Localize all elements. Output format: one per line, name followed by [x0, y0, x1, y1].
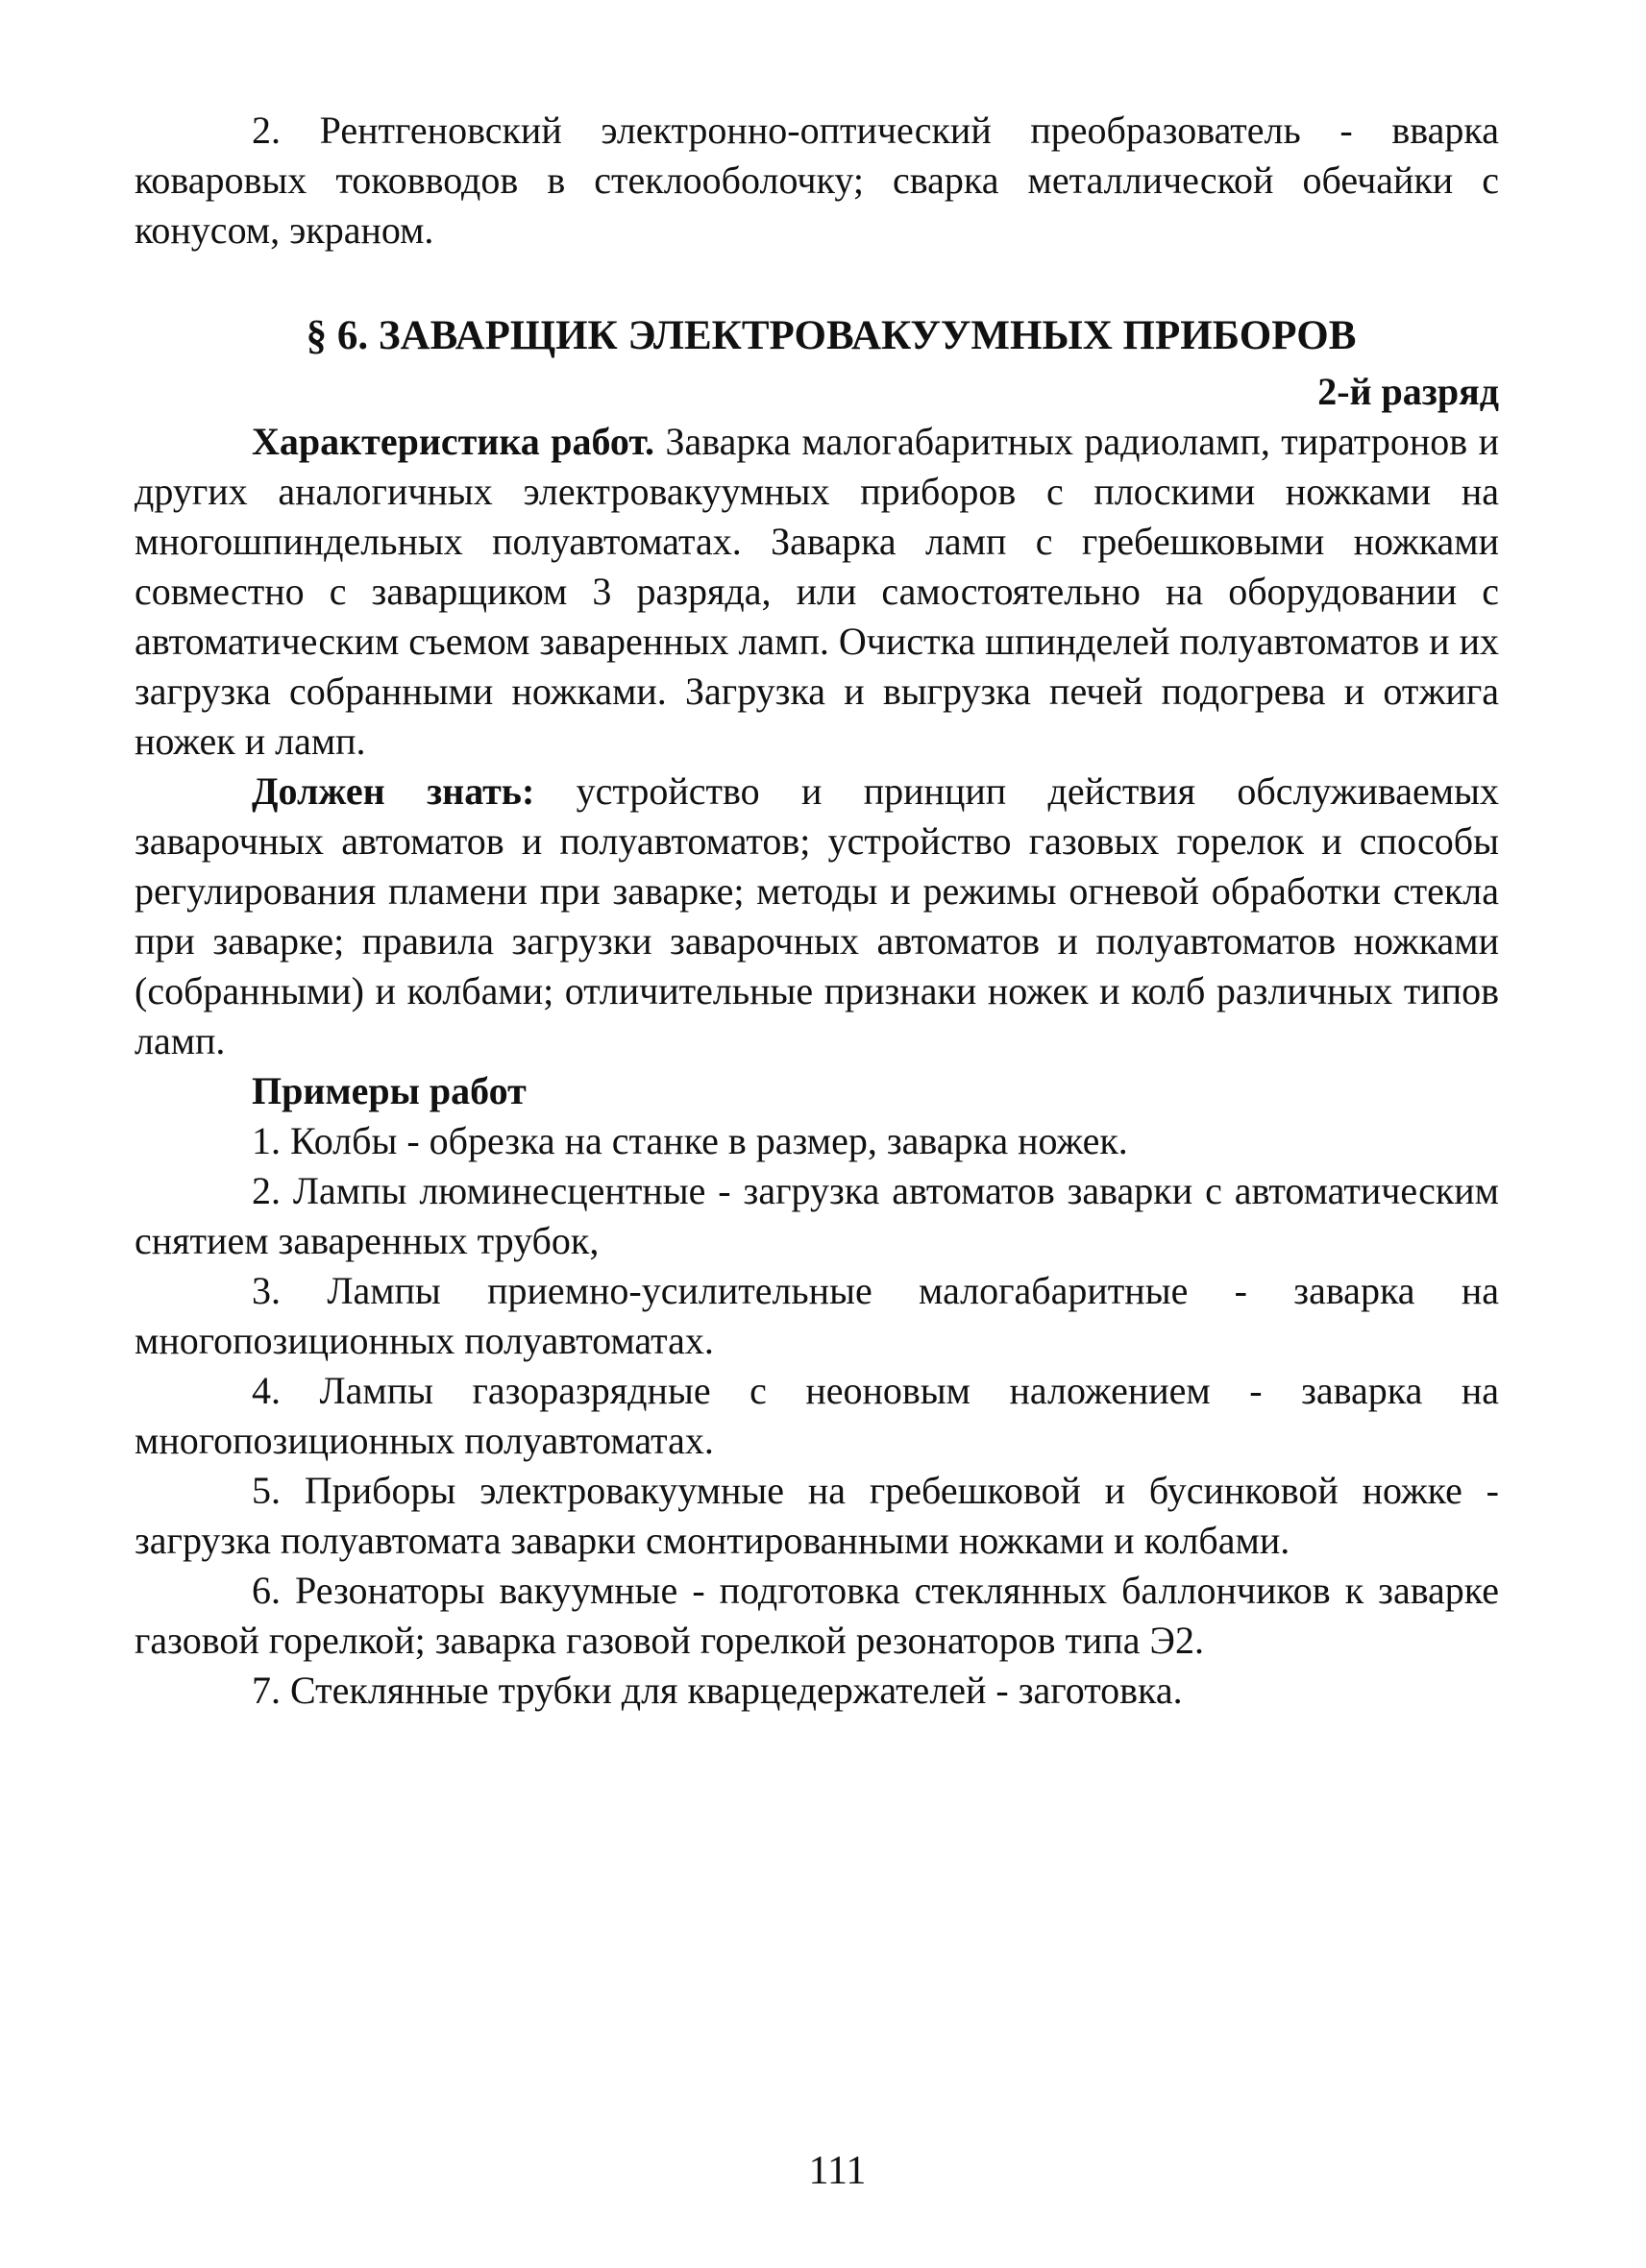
knowledge-paragraph	[135, 767, 1499, 1066]
example-item: 3. Лампы приемно-усилительные малогабаритные - заварка на многопозиционных полуавтоматах.	[135, 1269, 1499, 1362]
characteristics-text: Заварка малогабаритных радиоламп, тиратронов и других аналогичных электровакуумных приборов с плоскими ножками на многошпиндельных полуавтоматах. Заварка ламп с гребешковыми ножками совместно с заварщиком 3 разряда, или самостоятельно на оборудовании с автоматическим съемом заваренных ламп. Очистка шпинделей полуавтоматов и их загрузка собранными ножками. Загрузка и выгрузка печей подогрева и отжига ножек и ламп.	[135, 420, 1499, 763]
example-item: 5. Приборы электровакуумные на гребешковой и бусинковой ножке - загрузка полуавтомата заварки смонтированными ножками и колбами.	[135, 1469, 1499, 1562]
intro-list-item: 2. Рентгеновский электронно-оптический преобразователь - вварка коваровых токовводов в стеклооболочку; сварка металлической обечайки с конусом, экраном.	[135, 109, 1499, 252]
example-item: 4. Лампы газоразрядные с неоновым наложением - заварка на многопозиционных полуавтоматах.	[135, 1369, 1499, 1462]
document-page	[135, 106, 1499, 1716]
characteristics-paragraph	[135, 417, 1499, 767]
example-item: 1. Колбы - обрезка на станке в размер, заварка ножек.	[252, 1119, 1128, 1162]
page-number: 111	[808, 2149, 867, 2193]
knowledge-text: устройство и принцип действия обслуживаемых заварочных автоматов и полуавтоматов; устройство газовых горелок и способы регулирования пламени при заварке; методы и режимы огневой обработки стекла при заварке; правила загрузки заварочных автоматов и полуавтоматов ножками (собранными) и колбами; отличительные признаки ножек и колб различных типов ламп.	[135, 769, 1499, 1062]
example-item: 2. Лампы люминесцентные - загрузка автоматов заварки с автоматическим снятием заваренных трубок,	[135, 1169, 1499, 1262]
example-item: 6. Резонаторы вакуумные - подготовка стеклянных баллончиков к заварке газовой горелкой; заварка газовой горелкой резонаторов типа Э2.	[135, 1569, 1499, 1662]
knowledge-label: Должен знать:	[252, 769, 535, 813]
examples-title: Примеры работ	[252, 1069, 527, 1112]
grade-label: 2-й разряд	[1317, 370, 1499, 413]
section-title: § 6. ЗАВАРЩИК ЭЛЕКТРОВАКУУМНЫХ ПРИБОРОВ	[306, 313, 1357, 358]
characteristics-label: Характеристика работ.	[252, 420, 655, 463]
example-item: 7. Стеклянные трубки для кварцедержателей - заготовка.	[252, 1669, 1183, 1712]
